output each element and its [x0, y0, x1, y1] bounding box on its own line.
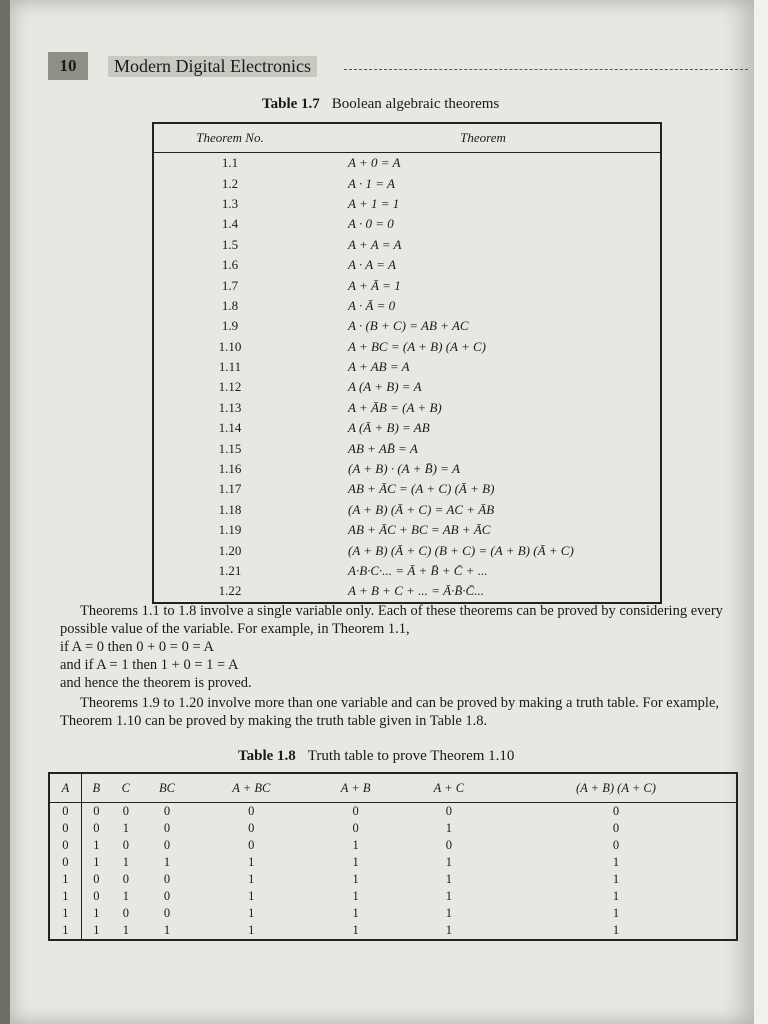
table-cell: 1	[49, 871, 81, 888]
theorems-table-body	[153, 153, 661, 603]
col-header: A	[49, 773, 81, 803]
table-cell: 1	[445, 872, 452, 886]
theorem-number: 1.10	[218, 338, 242, 354]
theorem-number: 1.18	[218, 501, 242, 517]
theorem-number: 1.14	[218, 420, 242, 436]
table-row	[153, 520, 661, 540]
theorem-expression: A + ĀB = (A + B)	[348, 399, 442, 415]
col-header-theorem-no: Theorem No.	[153, 123, 306, 153]
table-row	[153, 173, 661, 193]
table-cell: 0	[248, 821, 255, 835]
theorem-number: 1.13	[218, 399, 242, 415]
col-header: BC	[141, 773, 193, 803]
table-row	[153, 337, 661, 357]
table-cell: 0	[49, 803, 81, 821]
table-cell: 0	[93, 889, 100, 903]
col-header: B	[81, 773, 110, 803]
table-cell: 1	[122, 821, 129, 835]
table-cell: 0	[93, 821, 100, 835]
theorem-expression: (A + B) · (A + B̄) = A	[348, 461, 460, 477]
table-row	[153, 540, 661, 560]
table-cell: 1	[93, 838, 100, 852]
table-cell: 1	[612, 923, 620, 937]
table-cell: 0	[49, 820, 81, 837]
table-cell: 1	[248, 855, 255, 869]
table-header-row	[49, 773, 737, 803]
table-cell: 1	[122, 855, 129, 869]
table-cell: 1	[352, 906, 359, 920]
theorem-number: 1.7	[221, 277, 239, 293]
table-cell: 0	[612, 838, 620, 852]
table-cell: 0	[612, 821, 620, 835]
table-row	[153, 153, 661, 174]
theorem-number: 1.19	[218, 522, 242, 538]
theorem-expression: A (A + B) = A	[348, 379, 422, 395]
table-row	[153, 275, 661, 295]
table-row	[153, 316, 661, 336]
theorem-number: 1.22	[218, 583, 242, 599]
col-header: A + B	[310, 773, 402, 803]
table-cell: 1	[612, 872, 620, 886]
theorem-expression: (A + B) (Ā + C) (B + C) = (A + B) (Ā + C)	[348, 542, 574, 558]
col-header: (A + B) (A + C)	[496, 773, 737, 803]
col-header: A + C	[402, 773, 496, 803]
theorem-number: 1.1	[221, 155, 239, 171]
theorem-expression: AB + AB̄ = A	[348, 440, 418, 456]
theorem-expression: A·B·C·... = Ā + B̄ + C̄ + ...	[348, 563, 488, 578]
theorem-expression: AB + ĀC = (A + C) (Ā + B)	[348, 481, 495, 497]
table-cell: 0	[163, 872, 171, 886]
table-cell: 0	[163, 889, 171, 903]
table-row	[153, 235, 661, 255]
paragraph-5: Theorems 1.9 to 1.20 involve more than one variable and can be proved by making a truth table. For example, Theorem 1.10 can be proved by making the truth table given in Table 1.8.	[60, 695, 720, 729]
theorem-expression: A + BC = (A + B) (A + C)	[348, 338, 486, 354]
header-rule	[344, 69, 748, 70]
table-cell: 0	[122, 804, 129, 818]
page-number: 10	[48, 52, 88, 80]
table-cell: 1	[49, 905, 81, 922]
table-title: Truth table to prove Theorem 1.10	[307, 748, 515, 764]
table-cell: 0	[93, 872, 100, 886]
table-header-row	[153, 123, 661, 153]
table-cell: 1	[352, 872, 359, 886]
col-header: A + BC	[193, 773, 309, 803]
paragraph-1: Theorems 1.1 to 1.8 involve a single variable only. Each of these theorems can be proved by considering every possible value of the variable. For example, in Theorem 1.1,	[60, 603, 723, 637]
table-cell: 1	[49, 922, 81, 940]
table-cell: 1	[352, 838, 359, 852]
table-cell: 1	[248, 906, 255, 920]
theorem-number: 1.20	[218, 542, 242, 558]
theorem-expression: A · 1 = A	[348, 175, 395, 191]
table-row	[153, 255, 661, 275]
table-cell: 1	[93, 906, 100, 920]
theorem-expression: AB + ĀC + BC = AB + ĀC	[348, 522, 491, 538]
theorem-number: 1.8	[221, 297, 239, 313]
table-row	[49, 854, 737, 871]
table-row	[153, 398, 661, 418]
table-cell: 1	[163, 923, 171, 937]
table-row	[153, 418, 661, 438]
table-label: Table 1.8	[238, 748, 296, 764]
theorem-expression: A · Ā = 0	[348, 297, 396, 313]
table-row	[49, 871, 737, 888]
table-row	[153, 459, 661, 479]
table-cell: 1	[445, 906, 452, 920]
table-cell: 0	[163, 804, 171, 818]
theorem-expression: A · (B + C) = AB + AC	[348, 318, 469, 334]
theorem-expression: A · A = A	[348, 257, 396, 273]
table-cell: 1	[352, 855, 359, 869]
table-cell: 1	[93, 923, 100, 937]
table-cell: 0	[122, 906, 129, 920]
page-edge	[754, 0, 768, 1024]
theorem-number: 1.21	[218, 563, 242, 578]
table-cell: 0	[445, 804, 452, 818]
table-cell: 1	[445, 855, 452, 869]
table-row	[49, 803, 737, 821]
table-cell: 1	[248, 923, 255, 937]
table-cell: 1	[612, 906, 620, 920]
paragraph-2: if A = 0 then 0 + 0 = 0 = A	[60, 639, 214, 655]
table-cell: 0	[248, 804, 255, 818]
table-cell: 0	[163, 906, 171, 920]
table-row	[153, 357, 661, 377]
table-cell: 1	[445, 821, 452, 835]
theorem-number: 1.9	[221, 318, 239, 334]
theorem-number: 1.17	[218, 481, 242, 497]
theorem-expression: A + 1 = 1	[348, 195, 400, 211]
theorem-expression: A + 0 = A	[348, 155, 401, 171]
theorem-expression: A · 0 = 0	[348, 216, 394, 232]
col-header: C	[111, 773, 141, 803]
table-title: Boolean algebraic theorems	[331, 96, 500, 112]
theorem-number: 1.12	[218, 379, 242, 395]
table-row	[49, 922, 737, 940]
table-cell: 0	[163, 838, 171, 852]
theorem-expression: A + Ā = 1	[348, 277, 401, 293]
table-cell: 1	[122, 889, 129, 903]
table-cell: 0	[248, 838, 255, 852]
col-header-theorem: Theorem	[306, 123, 661, 153]
theorem-number: 1.5	[221, 236, 239, 252]
table-row	[153, 561, 661, 581]
theorem-expression: A + AB = A	[348, 359, 410, 375]
theorem-number: 1.11	[218, 359, 242, 375]
table-cell: 0	[49, 854, 81, 871]
table-row	[153, 194, 661, 214]
theorem-expression: A + B + C + ... = Ā·B̄·C̄...	[348, 583, 484, 599]
table-cell: 0	[122, 872, 129, 886]
theorem-number: 1.6	[221, 257, 239, 273]
table-cell: 1	[122, 923, 129, 937]
table-cell: 1	[612, 889, 620, 903]
theorem-expression: A (Ā + B) = AB	[348, 420, 430, 436]
theorems-table	[152, 122, 662, 604]
table-row	[153, 581, 661, 602]
table-row	[153, 296, 661, 316]
table-cell: 0	[163, 821, 171, 835]
theorem-number: 1.15	[218, 440, 242, 456]
theorem-number: 1.3	[221, 195, 239, 211]
table-cell: 0	[352, 821, 359, 835]
table-cell: 1	[445, 923, 452, 937]
table-cell: 0	[93, 804, 100, 818]
theorem-number: 1.4	[221, 216, 239, 232]
table-row	[49, 905, 737, 922]
table-1-8-caption	[238, 748, 514, 765]
table-row	[153, 214, 661, 234]
table-cell: 1	[445, 889, 452, 903]
truth-table-body	[49, 803, 737, 941]
table-cell: 1	[248, 889, 255, 903]
table-cell: 1	[163, 855, 171, 869]
table-row	[153, 438, 661, 458]
table-row	[49, 888, 737, 905]
table-row	[153, 377, 661, 397]
page-header	[48, 52, 748, 82]
table-cell: 0	[352, 804, 359, 818]
theorem-number: 1.16	[218, 461, 242, 477]
table-cell: 0	[612, 804, 620, 818]
table-row	[153, 500, 661, 520]
table-cell: 1	[49, 888, 81, 905]
table-cell: 1	[352, 889, 359, 903]
table-cell: 1	[248, 872, 255, 886]
paragraph-3: and if A = 1 then 1 + 0 = 1 = A	[60, 657, 239, 673]
table-row	[153, 479, 661, 499]
table-cell: 1	[93, 855, 100, 869]
theorem-expression: (A + B) (Ā + C) = AC + ĀB	[348, 501, 495, 517]
theorem-expression: A + A = A	[348, 236, 402, 252]
table-row	[49, 837, 737, 854]
table-cell: 0	[445, 838, 452, 852]
table-cell: 0	[49, 837, 81, 854]
truth-table	[48, 772, 738, 941]
table-cell: 0	[122, 838, 129, 852]
theorem-number: 1.2	[221, 175, 239, 191]
table-cell: 1	[352, 923, 359, 937]
table-1-7-caption	[262, 96, 499, 113]
table-cell: 1	[612, 855, 620, 869]
book-title: Modern Digital Electronics	[108, 56, 317, 77]
paragraph-4: and hence the theorem is proved.	[60, 675, 252, 691]
table-row	[49, 820, 737, 837]
table-label: Table 1.7	[262, 96, 320, 112]
